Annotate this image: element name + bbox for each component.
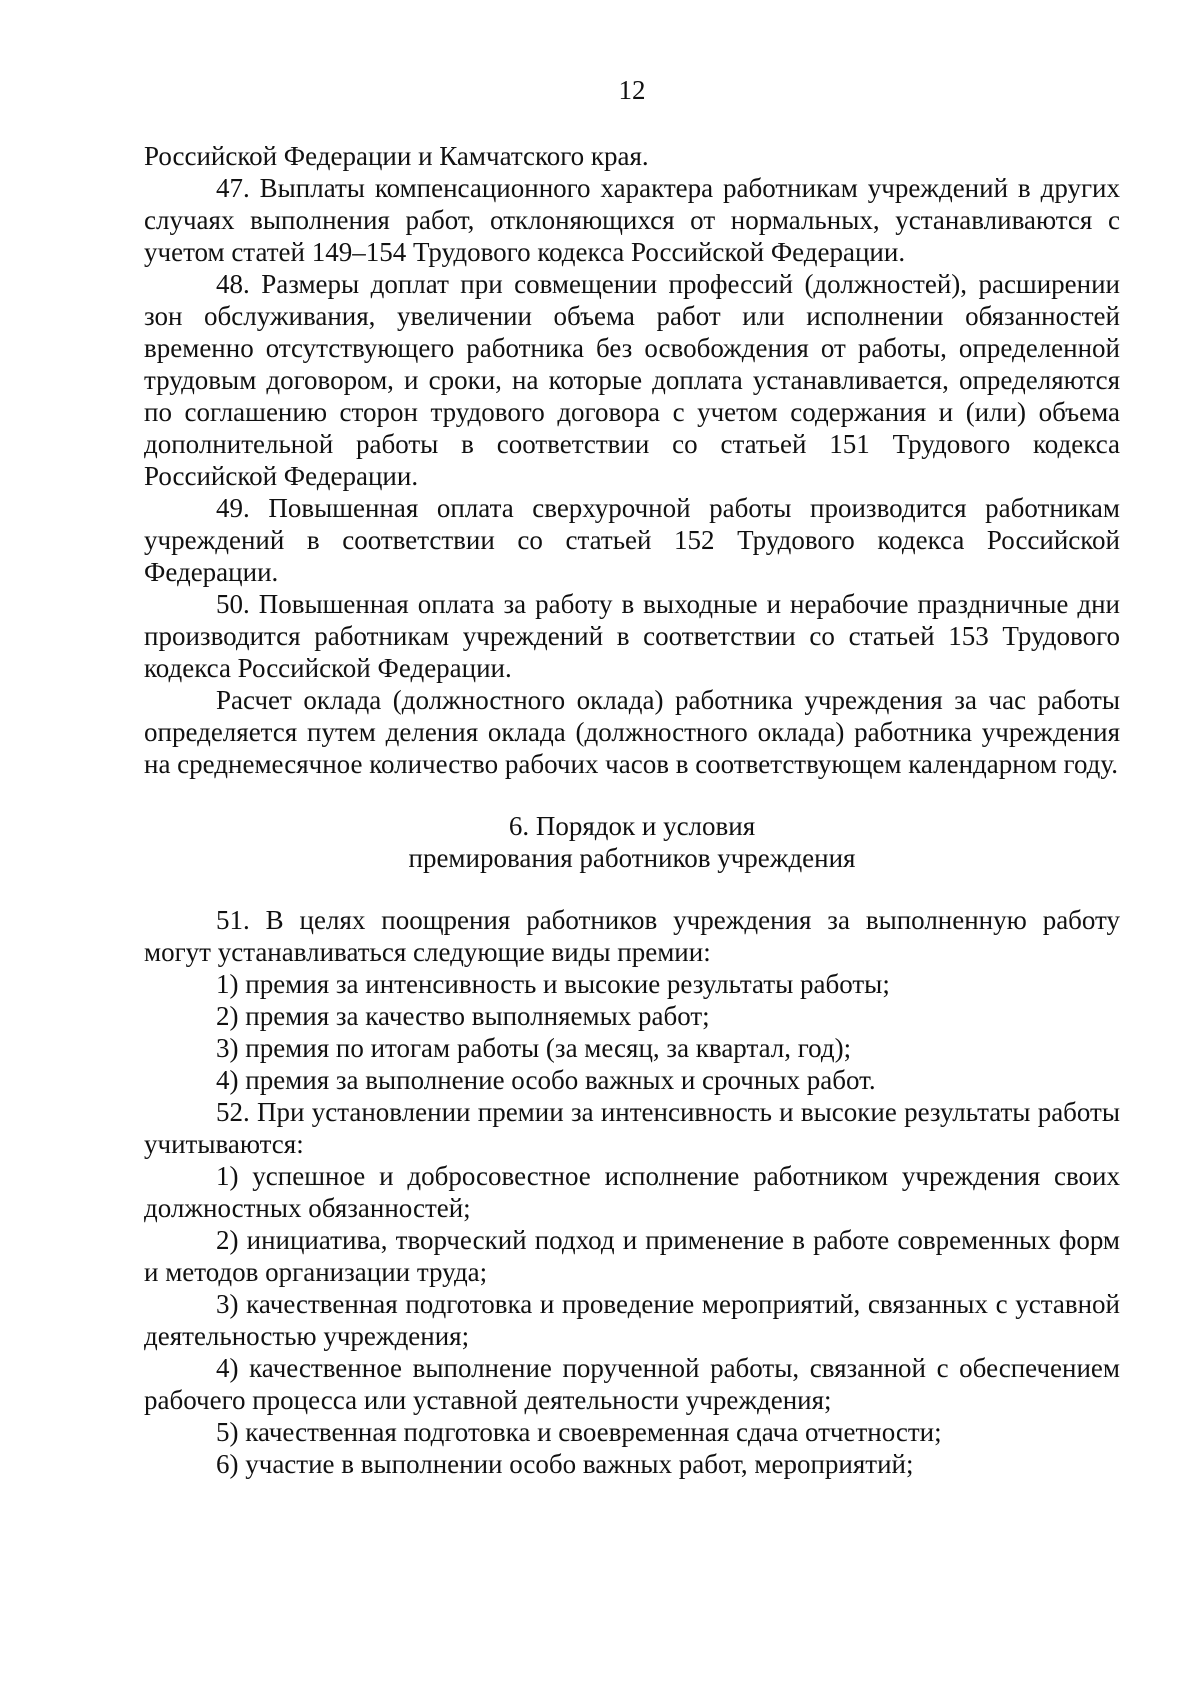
page-number: 12 bbox=[618, 75, 646, 105]
list-item-51-4: 4) премия за выполнение особо важных и срочных работ. bbox=[216, 1065, 876, 1095]
list-item-52-2: 2) инициатива, творческий подход и применение в работе современных форм и методов организации труда; bbox=[144, 1225, 1120, 1287]
list-item-51-2: 2) премия за качество выполняемых работ; bbox=[216, 1001, 710, 1031]
paragraph-49: 49. Повышенная оплата сверхурочной работы производится работникам учреждений в соответствии со статьей 152 Трудового кодекса Российской Федерации. bbox=[144, 493, 1120, 587]
list-item-52-3: 3) качественная подготовка и проведение мероприятий, связанных с уставной деятельностью учреждения; bbox=[144, 1289, 1120, 1351]
paragraph-52: 52. При установлении премии за интенсивность и высокие результаты работы учитываются: bbox=[144, 1097, 1120, 1159]
paragraph-hourly-rate: Расчет оклада (должностного оклада) работника учреждения за час работы определяется путем деления оклада (должностного оклада) работника учреждения на среднемесячное количество рабочих часов в соответствующем календарном году. bbox=[144, 685, 1120, 779]
section-title-line-2: премирования работников учреждения bbox=[408, 843, 856, 873]
paragraph-48: 48. Размеры доплат при совмещении профессий (должностей), расширении зон обслуживания, увеличении объема работ или исполнении обязанностей временно отсутствующего работника без освобождения от работы, определенной трудовым договором, и сроки, на которые доплата устанавливается, определяются по соглашению сторон трудового договора с учетом содержания и (или) объема дополнительной работы в соответствии со статьей 151 Трудового кодекса Российской Федерации. bbox=[144, 269, 1120, 491]
list-item-51-1: 1) премия за интенсивность и высокие результаты работы; bbox=[216, 969, 890, 999]
document-body bbox=[144, 140, 1120, 1480]
section-title-line-1: 6. Порядок и условия bbox=[508, 811, 756, 841]
paragraph-51: 51. В целях поощрения работников учреждения за выполненную работу могут устанавливаться следующие виды премии: bbox=[144, 905, 1120, 967]
section-heading bbox=[144, 810, 1120, 874]
paragraph-47: 47. Выплаты компенсационного характера работникам учреждений в других случаях выполнения работ, отклоняющихся от нормальных, устанавливаются с учетом статей 149–154 Трудового кодекса Российской Федерации. bbox=[144, 173, 1120, 267]
list-item-52-5: 5) качественная подготовка и своевременная сдача отчетности; bbox=[216, 1417, 942, 1447]
list-item-51-3: 3) премия по итогам работы (за месяц, за квартал, год); bbox=[216, 1033, 852, 1063]
paragraph-continuation: Российской Федерации и Камчатского края. bbox=[144, 141, 649, 171]
list-item-52-4: 4) качественное выполнение порученной работы, связанной с обеспечением рабочего процесса или уставной деятельности учреждения; bbox=[144, 1353, 1120, 1415]
list-item-52-1: 1) успешное и добросовестное исполнение работником учреждения своих должностных обязанностей; bbox=[144, 1161, 1120, 1223]
paragraph-50: 50. Повышенная оплата за работу в выходные и нерабочие праздничные дни производится работникам учреждений в соответствии со статьей 153 Трудового кодекса Российской Федерации. bbox=[144, 589, 1120, 683]
list-item-52-6: 6) участие в выполнении особо важных работ, мероприятий; bbox=[216, 1449, 914, 1479]
